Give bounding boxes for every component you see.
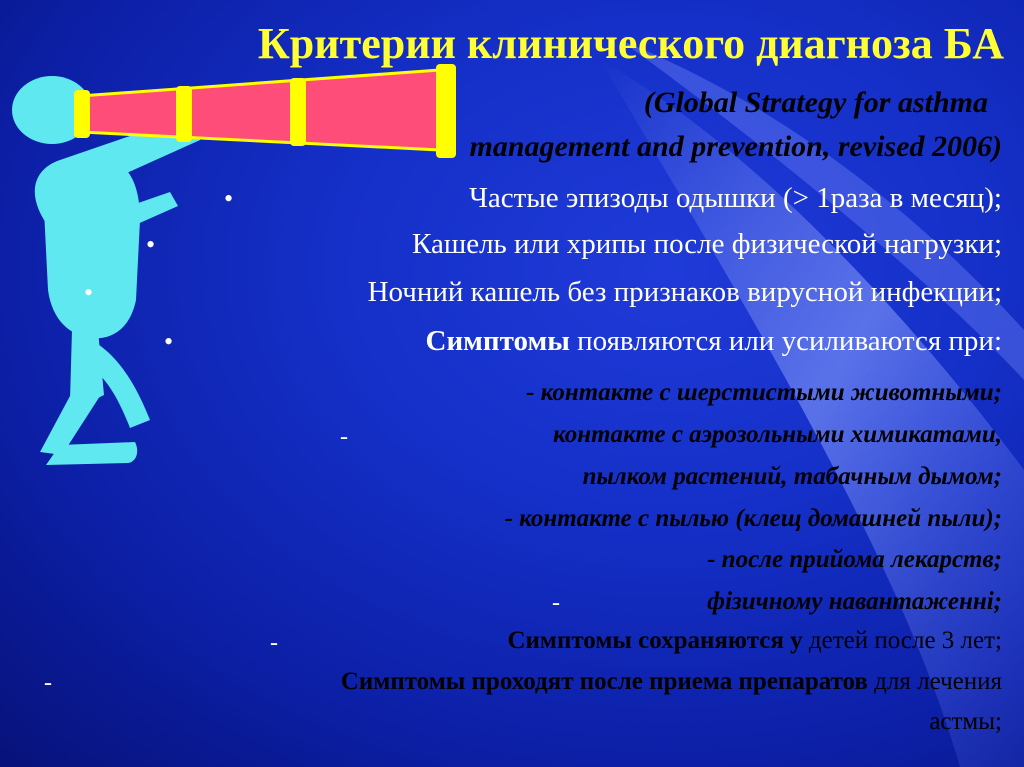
- subitem-3: пылком растений, табачным дымом;: [582, 463, 1002, 490]
- bullet-item-1: Частые эпизоды одышки (> 1раза в месяц);: [469, 182, 1002, 214]
- subitem-1: - контакте с шерстистыми животными;: [526, 379, 1002, 406]
- dash-marker: -: [340, 424, 348, 450]
- subtitle-line-2: management and prevention, revised 2006): [469, 130, 1002, 163]
- telescope-figure-icon: [12, 64, 456, 465]
- bullet-marker: •: [146, 230, 156, 259]
- subitem-2: контакте с аэрозольными химикатами,: [552, 421, 1002, 448]
- bullet-item-2: Кашель или хрипы после физической нагрузки;: [412, 228, 1002, 260]
- bullet-item-4-bold: Симптомы: [425, 325, 570, 357]
- persist-bold: Симптомы сохраняются у: [507, 627, 803, 654]
- bullet-item-4: [426, 325, 1002, 358]
- dash-marker: -: [44, 670, 52, 696]
- dash-marker: -: [552, 590, 560, 616]
- bullet-marker: •: [164, 327, 174, 356]
- subtitle-line-1: (Global Strategy for asthma: [643, 86, 988, 119]
- dash-marker: -: [270, 630, 278, 656]
- pass-line-2: астмы;: [929, 708, 1002, 735]
- persist-line: [507, 627, 1002, 655]
- bullet-marker: •: [224, 184, 234, 213]
- bullet-marker: •: [84, 278, 94, 307]
- subitem-4: - контакте с пылью (клещ домашней пыли);: [504, 505, 1002, 532]
- subitem-5: - после прийома лекарств;: [707, 546, 1002, 573]
- pass-text: для лечения: [867, 668, 1002, 695]
- subitem-6: фізичному навантаженні;: [707, 588, 1002, 615]
- pass-line-1: [341, 668, 1002, 696]
- slide-title: Критерии клинического диагноза БА: [257, 19, 1004, 68]
- bullet-item-3: Ночний кашель без признаков вирусной инфекции;: [367, 276, 1002, 308]
- bullet-item-4-text: появляются или усиливаются при:: [569, 325, 1002, 357]
- persist-text: детей после 3 лет;: [802, 627, 1002, 654]
- pass-bold: Симптомы проходят после приема препаратов: [340, 668, 868, 695]
